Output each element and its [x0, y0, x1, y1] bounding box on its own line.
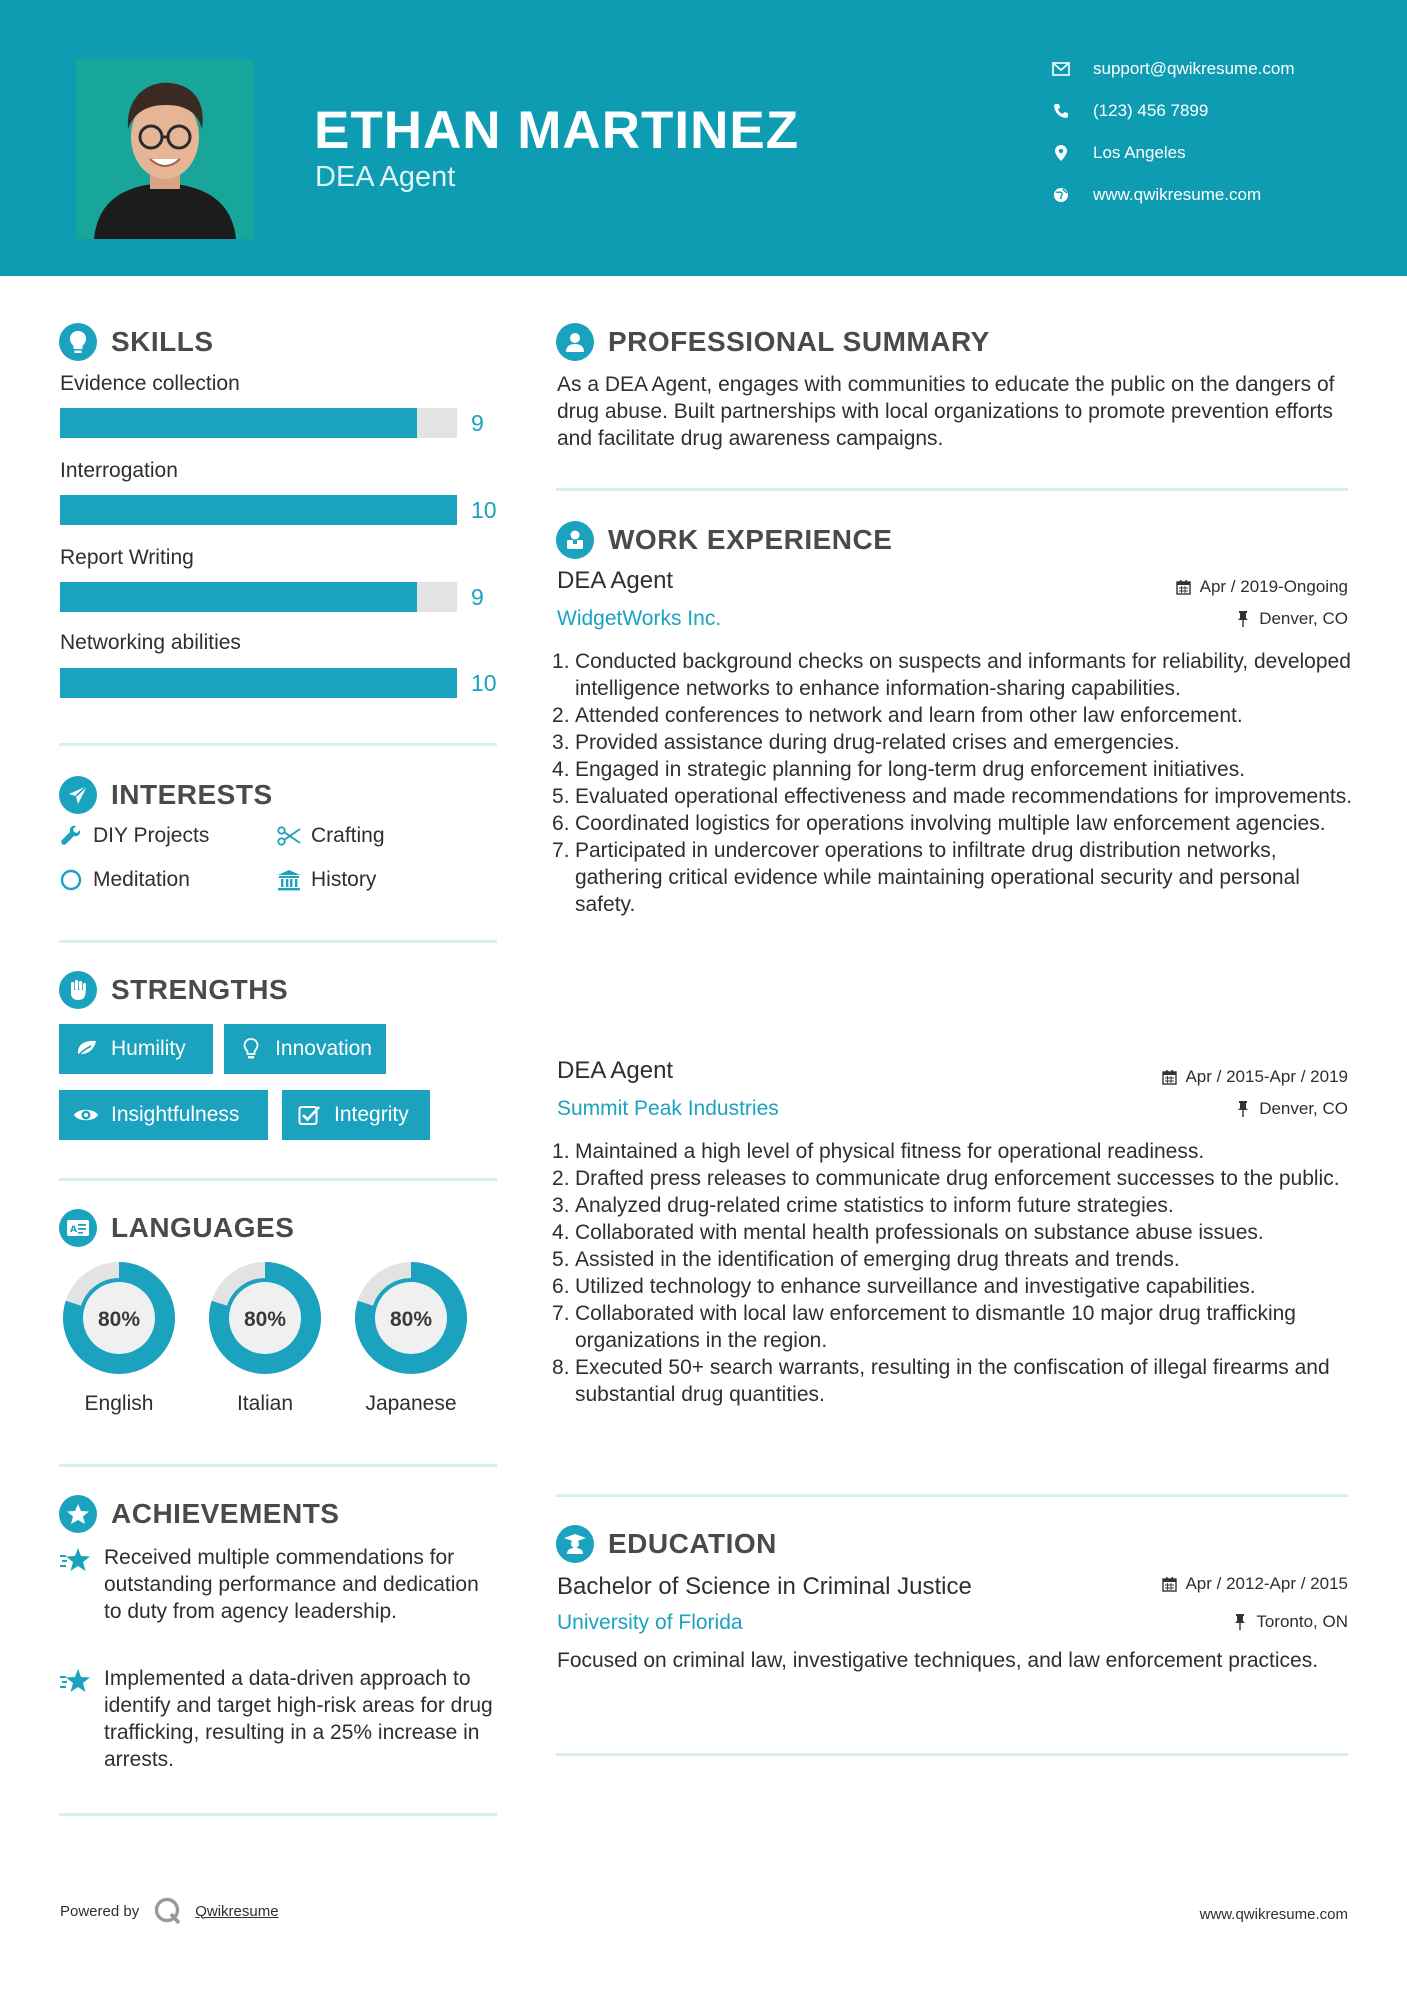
education-heading: [556, 1524, 777, 1564]
museum-icon: [277, 868, 301, 892]
contact-location: [1051, 138, 1186, 168]
experience-title: WORK EXPERIENCE: [608, 524, 893, 555]
check-square-icon: [296, 1103, 322, 1127]
briefcase-user-icon: [556, 521, 594, 559]
job-dates: [1175, 577, 1348, 597]
section-divider: [556, 488, 1348, 491]
pushpin-icon: [1234, 610, 1252, 628]
contact-phone[interactable]: [1051, 96, 1208, 126]
interests-heading: [59, 775, 273, 815]
pushpin-icon: [1234, 1100, 1252, 1118]
wrench-icon: [59, 824, 83, 848]
contact-website[interactable]: [1051, 180, 1261, 210]
interest-item: [59, 868, 190, 892]
skill-label: Evidence collection: [60, 372, 240, 395]
skill-value: 9: [471, 584, 484, 610]
summary-heading: [556, 322, 990, 362]
languages-heading: [59, 1208, 294, 1248]
interest-item: [59, 824, 209, 848]
achievement-text: Implemented a data-driven approach to identify and target high-risk areas for drug trafficking, resulting in a 25% increase in arrests.: [104, 1667, 493, 1771]
education-location-text: Toronto, ON: [1256, 1612, 1348, 1631]
job-company: Summit Peak Industries: [557, 1097, 779, 1120]
language-percent: 80%: [97, 1308, 141, 1331]
pushpin-icon: [1231, 1613, 1249, 1631]
job-bullet: Coordinated logistics for operations involving multiple law enforcement agencies.: [575, 812, 1326, 835]
skill-value: 10: [471, 497, 497, 523]
skill-label: Interrogation: [60, 459, 178, 482]
star-badge-icon: [59, 1495, 97, 1533]
experience-heading: [556, 520, 892, 560]
language-item: [203, 1256, 327, 1416]
language-name: Italian: [236, 1392, 294, 1415]
strength-label: Insightfulness: [111, 1103, 240, 1126]
lightbulb-icon: [59, 323, 97, 361]
paper-plane-icon: [59, 776, 97, 814]
skill-bar-fill: [60, 495, 457, 525]
section-divider: [59, 940, 497, 943]
candidate-name: ETHAN MARTINEZ: [314, 101, 800, 160]
languages-title: LANGUAGES: [111, 1212, 295, 1243]
contact-email-text: support@qwikresume.com: [1093, 59, 1295, 78]
profile-photo: [76, 59, 253, 239]
skill-bar: [60, 408, 457, 438]
scissors-icon: [277, 824, 301, 848]
contact-phone-text: (123) 456 7899: [1093, 101, 1209, 120]
contact-website-text: www.qwikresume.com: [1093, 185, 1262, 204]
envelope-icon: [1051, 59, 1071, 79]
education-dates-text: Apr / 2012-Apr / 2015: [1185, 1574, 1348, 1593]
language-gauge: [203, 1256, 327, 1380]
section-divider: [59, 1464, 497, 1467]
section-divider: [556, 1753, 1348, 1756]
language-item: [57, 1256, 181, 1416]
achievements-heading: [59, 1494, 339, 1534]
strengths-heading: [59, 970, 288, 1010]
qwikresume-logo-icon: [153, 1896, 183, 1926]
skill-label: Networking abilities: [60, 631, 241, 654]
skill-bar: [60, 582, 457, 612]
section-divider: [59, 743, 497, 746]
language-name: Japanese: [365, 1392, 457, 1415]
phone-icon: [1051, 101, 1071, 121]
achievement-item: [60, 1544, 500, 1625]
strength-tag: [224, 1024, 386, 1074]
interest-label: DIY Projects: [93, 824, 210, 847]
globe-icon: [1051, 185, 1071, 205]
job-company: WidgetWorks Inc.: [557, 607, 722, 630]
job-bullet: Participated in undercover operations to infiltrate drug distribution networks, gathering critical evidence while maintaining operational security and personal safety.: [575, 839, 1300, 916]
contact-email[interactable]: [1051, 54, 1295, 84]
job-bullet: Assisted in the identification of emerging drug threats and trends.: [575, 1248, 1180, 1271]
job-bullet: Maintained a high level of physical fitness for operational readiness.: [575, 1140, 1205, 1163]
achievements-title: ACHIEVEMENTS: [111, 1498, 340, 1529]
strengths-title: STRENGTHS: [111, 974, 289, 1005]
job-title: DEA Agent: [557, 1057, 674, 1084]
job-dates-text: Apr / 2015-Apr / 2019: [1185, 1067, 1348, 1086]
user-icon: [556, 323, 594, 361]
language-item: [349, 1256, 473, 1416]
calendar-icon: [1160, 1575, 1178, 1593]
skill-bar-fill: [60, 408, 417, 438]
strength-label: Humility: [111, 1037, 186, 1060]
job-bullet: Utilized technology to enhance surveillance and investigative capabilities.: [575, 1275, 1256, 1298]
candidate-job-title: DEA Agent: [315, 161, 456, 193]
education-location: [1231, 1612, 1348, 1632]
language-card-icon: [59, 1209, 97, 1247]
interest-label: History: [311, 868, 377, 891]
star-icon: [60, 1544, 92, 1574]
leaf-icon: [73, 1037, 99, 1061]
skill-bar-fill: [60, 582, 417, 612]
job-bullet: Attended conferences to network and learn from other law enforcement.: [575, 704, 1243, 727]
skills-heading: [59, 322, 214, 362]
skill-bar: [60, 668, 457, 698]
strength-label: Innovation: [275, 1037, 372, 1060]
skills-title: SKILLS: [111, 326, 214, 357]
interest-label: Meditation: [93, 868, 190, 891]
job-bullet: Analyzed drug-related crime statistics to inform future strategies.: [575, 1194, 1174, 1217]
language-gauge: [349, 1256, 473, 1380]
language-percent: 80%: [389, 1308, 433, 1331]
contact-location-text: Los Angeles: [1093, 143, 1186, 162]
footer-website[interactable]: www.qwikresume.com: [1199, 1906, 1348, 1923]
summary-text: As a DEA Agent, engages with communities to educate the public on the dangers of drug abuse. Built partnerships with local organizations to promote prevention efforts and facilitate drug awareness campaigns.: [557, 373, 1335, 450]
job-dates: [1160, 1067, 1348, 1087]
job-bullet: Executed 50+ search warrants, resulting in the confiscation of illegal firearms and substantial drug quantities.: [575, 1356, 1330, 1406]
interest-label: Crafting: [311, 824, 385, 847]
skill-value: 10: [471, 670, 497, 696]
education-title: EDUCATION: [608, 1528, 777, 1559]
strength-tag: [59, 1090, 268, 1140]
star-icon: [60, 1665, 92, 1695]
job-bullet: Evaluated operational effectiveness and made recommendations for improvements.: [575, 785, 1353, 808]
section-divider: [59, 1178, 497, 1181]
job-bullet: Engaged in strategic planning for long-term drug enforcement initiatives.: [575, 758, 1246, 781]
interests-title: INTERESTS: [111, 779, 273, 810]
skill-value: 9: [471, 410, 484, 436]
education-dates: [1160, 1574, 1348, 1594]
job-bullet: Collaborated with local law enforcement to dismantle 10 major drug trafficking organizations in the region.: [575, 1302, 1296, 1352]
achievement-text: Received multiple commendations for outstanding performance and dedication to duty from agency leadership.: [104, 1546, 479, 1623]
job-bullets: [575, 1138, 1355, 1408]
achievement-item: [60, 1665, 500, 1773]
job-bullet: Drafted press releases to communicate drug enforcement successes to the public.: [575, 1167, 1340, 1190]
job-bullet: Collaborated with mental health professionals on substance abuse issues.: [575, 1221, 1264, 1244]
calendar-icon: [1160, 1068, 1178, 1086]
language-gauge: [57, 1256, 181, 1380]
language-percent: 80%: [243, 1308, 287, 1331]
job-bullets: [575, 648, 1355, 918]
education-school: University of Florida: [557, 1611, 743, 1634]
powered-by-label: Powered by: [60, 1902, 140, 1920]
interest-item: [277, 824, 385, 848]
calendar-icon: [1175, 578, 1193, 596]
education-degree: Bachelor of Science in Criminal Justice: [557, 1573, 972, 1600]
job-dates-text: Apr / 2019-Ongoing: [1199, 577, 1348, 596]
job-bullet: Provided assistance during drug-related crises and emergencies.: [575, 731, 1180, 754]
svg-text:A: A: [70, 1225, 77, 1235]
job-location: [1234, 609, 1348, 629]
eye-icon: [73, 1103, 99, 1127]
strength-label: Integrity: [334, 1103, 409, 1126]
circle-icon: [59, 868, 83, 892]
graduate-icon: [556, 1525, 594, 1563]
skill-bar: [60, 495, 457, 525]
strength-tag: [59, 1024, 213, 1074]
job-title: DEA Agent: [557, 567, 674, 594]
job-location-text: Denver, CO: [1259, 1099, 1348, 1118]
strength-tag: [282, 1090, 430, 1140]
qwikresume-link[interactable]: Qwikresume: [195, 1902, 279, 1920]
footer-powered-by: [60, 1896, 279, 1926]
section-divider: [59, 1813, 497, 1816]
skill-bar-fill: [60, 668, 457, 698]
raised-fist-icon: [59, 971, 97, 1009]
job-location-text: Denver, CO: [1259, 609, 1348, 628]
language-name: English: [84, 1392, 154, 1415]
section-divider: [556, 1494, 1348, 1497]
map-pin-icon: [1051, 143, 1071, 163]
job-location: [1234, 1099, 1348, 1119]
skill-label: Report Writing: [60, 546, 194, 569]
lightbulb-icon: [238, 1037, 263, 1061]
interest-item: [277, 868, 376, 892]
resume-header: [0, 0, 1407, 276]
summary-title: PROFESSIONAL SUMMARY: [608, 326, 990, 357]
job-bullet: Conducted background checks on suspects and informants for reliability, developed intelligence networks to enhance information-sharing capabilities.: [575, 650, 1351, 700]
education-description: Focused on criminal law, investigative techniques, and law enforcement practices.: [557, 1649, 1319, 1672]
